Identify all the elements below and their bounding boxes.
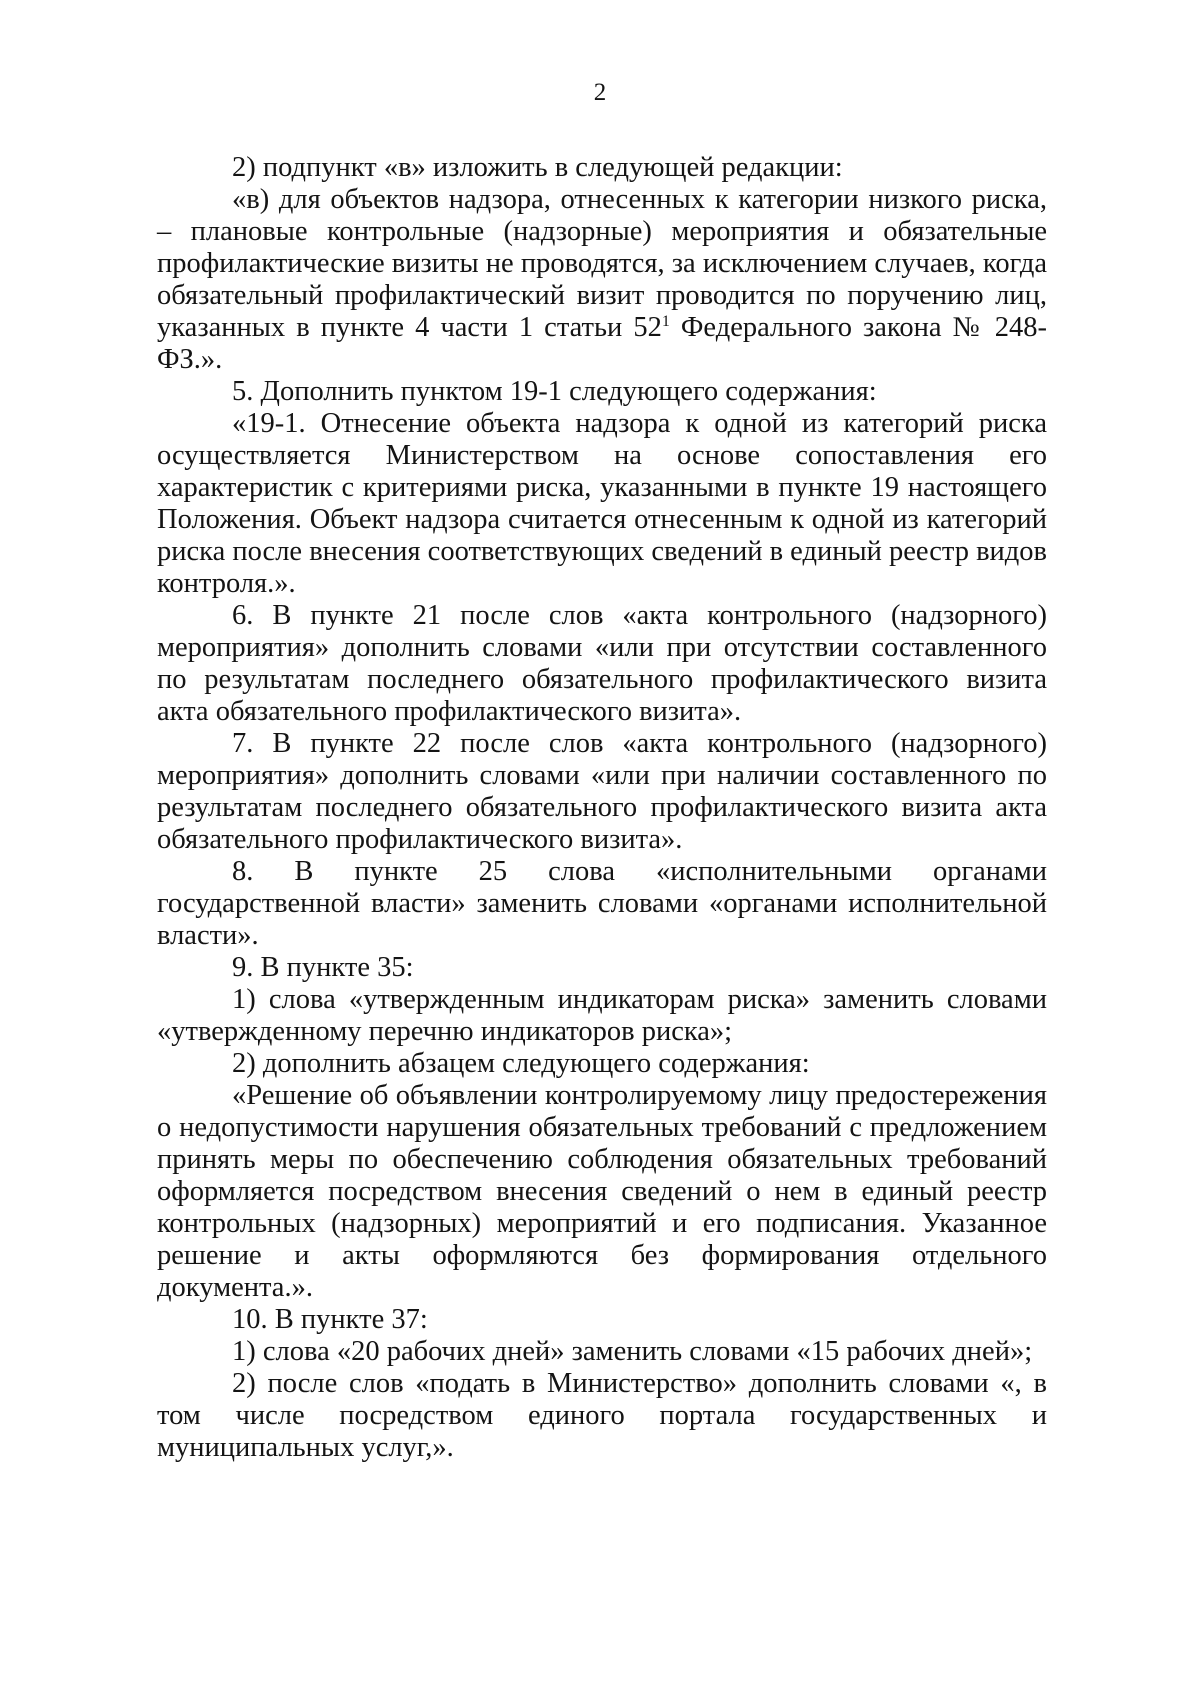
paragraph: 7. В пункте 22 после слов «акта контрольного (надзорного) мероприятия» дополнить словами «или при наличии составленного по результатам последнего обязательного профилактического визита акта обязательного профилактического визита».: [157, 728, 1047, 855]
paragraph: 10. В пункте 37:: [232, 1304, 428, 1335]
paragraph: 2) подпункт «в» изложить в следующей редакции:: [232, 152, 843, 183]
paragraph: «Решение об объявлении контролируемому лицу предостережения о недопустимости нарушения обязательных требований с предложением принять меры по обеспечению соблюдения обязательных требований оформляется посредством внесения сведений о нем в единый реестр контрольных (надзорных) мероприятий и его подписания. Указанное решение и акты оформляются без формирования отдельного документа.».: [157, 1080, 1047, 1303]
paragraph-text: «в) для объектов надзора, отнесенных к категории низкого риска, – плановые контрольные (надзорные) мероприятия и обязательные профилактические визиты не проводятся, за исключением случаев, когда обязательный профилактический визит проводится по поручению лиц, указанных в пункте 4 части 1 статьи 52: [157, 184, 1047, 343]
superscript: 1: [661, 313, 670, 330]
paragraph: 8. В пункте 25 слова «исполнительными органами государственной власти» заменить словами «органами исполнительной власти».: [157, 856, 1047, 951]
paragraph: «19-1. Отнесение объекта надзора к одной из категорий риска осуществляется Министерством на основе сопоставления его характеристик с критериями риска, указанными в пункте 19 настоящего Положения. Объект надзора считается отнесенным к одной из категорий риска после внесения соответствующих сведений в единый реестр видов контроля.».: [157, 408, 1047, 599]
paragraph: 2) после слов «подать в Министерство» дополнить словами «, в том числе посредством единого портала государственных и муниципальных услуг,».: [157, 1368, 1047, 1463]
paragraph: 1) слова «утвержденным индикаторам риска» заменить словами «утвержденному перечню индикаторов риска»;: [157, 984, 1047, 1047]
paragraph: 2) дополнить абзацем следующего содержания:: [232, 1048, 810, 1079]
paragraph: 9. В пункте 35:: [232, 952, 414, 983]
document-body: [157, 152, 1047, 1464]
paragraph-text-tail: Федерального закона № 248-ФЗ.».: [157, 312, 1047, 375]
paragraph: 5. Дополнить пунктом 19-1 следующего содержания:: [232, 376, 877, 407]
paragraph: 6. В пункте 21 после слов «акта контрольного (надзорного) мероприятия» дополнить словами «или при отсутствии составленного по результатам последнего обязательного профилактического визита акта обязательного профилактического визита».: [157, 600, 1047, 727]
paragraph: 1) слова «20 рабочих дней» заменить словами «15 рабочих дней»;: [232, 1336, 1033, 1367]
paragraph: [157, 184, 1047, 376]
page-number: 2: [593, 79, 607, 106]
